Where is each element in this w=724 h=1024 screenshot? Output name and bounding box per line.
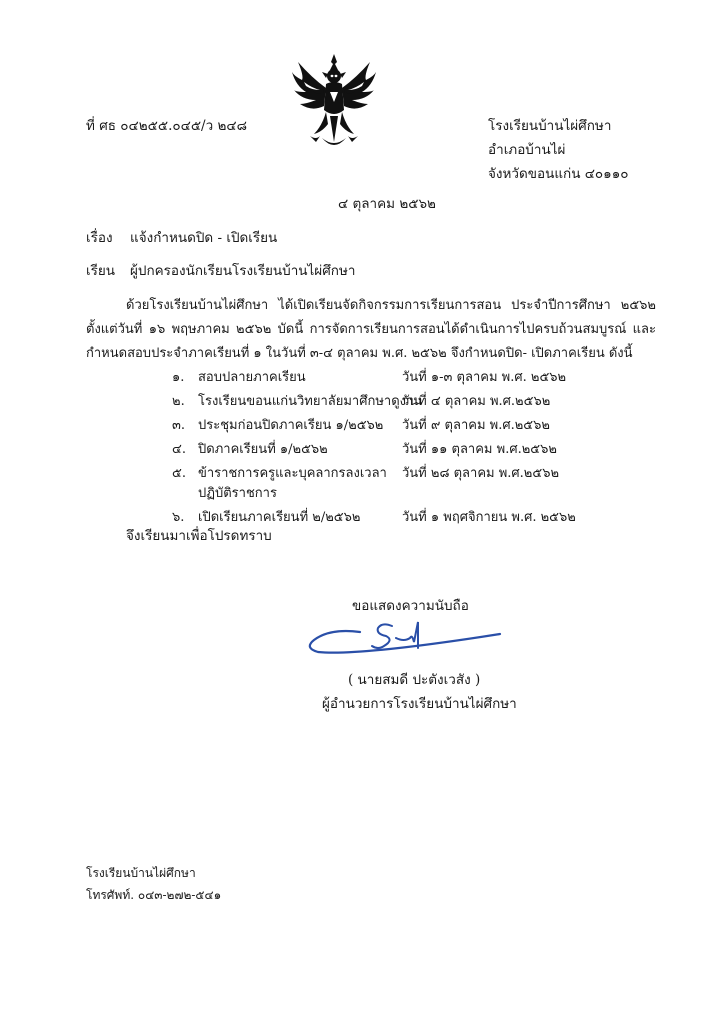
schedule-item: [172, 366, 612, 390]
schedule-item: [172, 462, 612, 506]
province: จังหวัดขอนแก่น ๔๐๑๑๐: [488, 166, 629, 182]
subject-label: เรื่อง: [86, 230, 113, 246]
reference-number: ที่ ศธ ๐๔๒๕๕.๐๔๕/ว ๒๔๘: [86, 118, 247, 134]
schedule-item: [172, 414, 612, 438]
footer-phone: โทรศัพท์. ๐๔๓-๒๗๒-๕๔๑: [86, 888, 222, 902]
schedule-item-number: ๔.: [172, 442, 186, 457]
footer-school: โรงเรียนบ้านไผ่ศึกษา: [86, 866, 196, 880]
letter-date: ๔ ตุลาคม ๒๕๖๒: [338, 196, 436, 212]
schedule-item-date: วันที่ ๒๘ ตุลาคม พ.ศ.๒๕๖๒: [402, 466, 560, 481]
salutation: ขอแสดงความนับถือ: [352, 598, 469, 614]
schedule-item-date: วันที่ ๑-๓ ตุลาคม พ.ศ. ๒๕๖๒: [402, 370, 567, 385]
schedule-item-date: วันที่ ๑ พฤศจิกายน พ.ศ. ๒๕๖๒: [402, 510, 576, 525]
schedule-item-label-continued: ปฏิบัติราชการ: [198, 486, 277, 501]
body-paragraph-block: [86, 294, 656, 366]
subject-text: แจ้งกำหนดปิด - เปิดเรียน: [130, 230, 278, 246]
schedule-item-number: ๓.: [172, 418, 186, 433]
schedule-item-date: วันที่ ๑๑ ตุลาคม พ.ศ.๒๕๖๒: [402, 442, 557, 457]
schedule-item: [172, 438, 612, 462]
schedule-item-label: สอบปลายภาคเรียน: [198, 370, 306, 385]
schedule-item-date: วันที่ ๔ ตุลาคม พ.ศ.๒๕๖๒: [402, 394, 551, 409]
schedule-item-label: ข้าราชการครูและบุคลากรลงเวลา: [198, 466, 387, 481]
signer-name: ( นายสมดี ปะตังเวสัง ): [348, 672, 481, 688]
recipient-text: ผู้ปกครองนักเรียนโรงเรียนบ้านไผ่ศึกษา: [130, 263, 356, 279]
recipient-label: เรียน: [86, 263, 116, 279]
schedule-item-date: วันที่ ๙ ตุลาคม พ.ศ.๒๕๖๒: [402, 418, 550, 433]
schedule-item-label: เปิดเรียนภาคเรียนที่ ๒/๒๕๖๒: [198, 510, 361, 525]
schedule-item: [172, 390, 612, 414]
schedule-item-label: ประชุมก่อนปิดภาคเรียน ๑/๒๕๖๒: [198, 418, 384, 433]
body-paragraph: ด้วยโรงเรียนบ้านไผ่ศึกษา ได้เปิดเรียนจัดกิจกรรมการเรียนการสอน ประจำปีการศึกษา ๒๕๖๒ ตั้งแต่วันที่ ๑๖ พฤษภาคม ๒๕๖๒ บัดนี้ การจัดการเรียนการสอนได้ดำเนินการไปครบถ้วนสมบูรณ์ และกำหนดสอบประจำภาคเรียนที่ ๑ ในวันที่ ๓-๔ ตุลาคม พ.ศ. ๒๕๖๒ จึงกำหนดปิด- เปิดภาคเรียน ดังนี้: [86, 298, 656, 361]
handwritten-signature: [300, 612, 510, 664]
school-name: โรงเรียนบ้านไผ่ศึกษา: [488, 118, 612, 134]
schedule-item-number: ๑.: [172, 370, 185, 385]
district: อำเภอบ้านไผ่: [488, 142, 566, 158]
schedule-list: [172, 366, 612, 530]
garuda-emblem-icon: [292, 52, 376, 152]
schedule-item-label: โรงเรียนขอนแก่นวิทยาลัยมาศึกษาดูงาน: [198, 394, 423, 409]
schedule-item-number: ๕.: [172, 466, 186, 481]
schedule-item-number: ๖.: [172, 510, 185, 525]
signer-position: ผู้อำนวยการโรงเรียนบ้านไผ่ศึกษา: [322, 696, 517, 712]
schedule-item-label: ปิดภาคเรียนที่ ๑/๒๕๖๒: [198, 442, 328, 457]
schedule-item-number: ๒.: [172, 394, 185, 409]
closing-line: จึงเรียนมาเพื่อโปรดทราบ: [126, 528, 272, 544]
